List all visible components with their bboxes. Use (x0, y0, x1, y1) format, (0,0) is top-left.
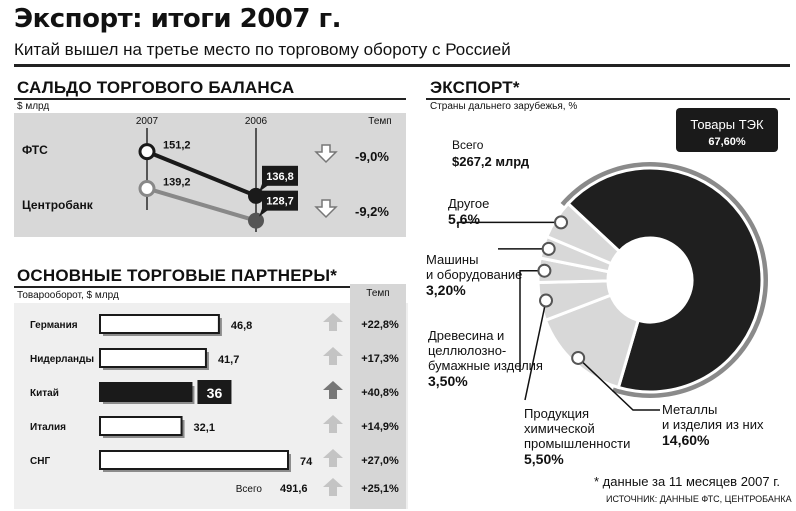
slice-value-5: 5,6% (448, 211, 480, 227)
slice-label-2-line-1: химической (524, 421, 595, 436)
export-subtitle: Страны дальнего зарубежья, % (430, 101, 578, 112)
slice-marker-2 (540, 295, 552, 307)
source-note: ИСТОЧНИК: ДАННЫЕ ФТС, ЦЕНТРОБАНКА (606, 494, 792, 504)
slice-leader-2 (525, 301, 546, 400)
partners-total-value: 491,6 (280, 483, 308, 495)
export-title: ЭКСПОРТ* (430, 78, 520, 97)
partner-value-0: 46,8 (230, 320, 253, 332)
partner-label-3: Италия (30, 422, 66, 433)
slice-label-5-line-0: Другое (448, 196, 490, 211)
slice-label-2-line-2: промышленности (524, 436, 631, 451)
partners-unit: Товарооборот, $ млрд (17, 290, 119, 301)
balance-unit: $ млрд (17, 101, 50, 112)
balance-value-2006-0: 136,8 (266, 170, 294, 183)
partner-bar-3 (100, 417, 182, 435)
balance-tempo-0: -9,0% (355, 149, 389, 164)
donut-hole (609, 239, 691, 321)
partner-tempo-2: +40,8% (361, 387, 399, 399)
balance-point-2007-0 (140, 145, 154, 159)
balance-value-2007-0: 151,2 (163, 139, 191, 152)
partner-value-2: 36 (206, 385, 223, 401)
balance-row-label-1: Центробанк (22, 198, 93, 212)
slice-marker-5 (555, 216, 567, 228)
export-total-value: $267,2 млрд (452, 154, 530, 169)
partner-value-1: 41,7 (217, 354, 240, 366)
partner-label-1: Нидерланды (30, 354, 94, 365)
balance-row-label-0: ФТС (22, 143, 48, 157)
balance-tempo-1: -9,2% (355, 204, 389, 219)
footnote: * данные за 11 месяцев 2007 г. (594, 474, 780, 489)
slice-value-2: 5,50% (524, 451, 564, 467)
balance-point-2006-1 (248, 213, 264, 229)
partner-value-3: 32,1 (193, 422, 215, 434)
slice-value-1: 14,60% (662, 432, 710, 448)
slice-label-1-line-0: Металлы (662, 402, 718, 417)
balance-title: САЛЬДО ТОРГОВОГО БАЛАНСА (17, 78, 295, 97)
partners-total-label: Всего (235, 484, 262, 495)
slice-value-3: 3,50% (428, 373, 468, 389)
balance-point-2007-1 (140, 181, 154, 195)
slice-marker-1 (572, 352, 584, 364)
slice-label-4-line-1: и оборудование (426, 267, 523, 282)
partners-tempo-header: Темп (366, 288, 390, 299)
partner-tempo-4: +27,0% (361, 455, 399, 467)
partner-tempo-3: +14,9% (361, 421, 399, 433)
balance-year-2007-label: 2007 (135, 116, 159, 127)
balance-point-2006-0 (248, 188, 264, 204)
partner-tempo-0: +22,8% (361, 319, 399, 331)
balance-panel (14, 113, 406, 237)
balance-tempo-header: Темп (368, 116, 392, 127)
partners-total-tempo: +25,1% (361, 483, 399, 495)
page-subtitle: Китай вышел на третье место по торговому обороту с Россией (14, 40, 511, 59)
slice-value-0: 67,60% (708, 136, 746, 148)
slice-marker-3 (538, 265, 550, 277)
partner-label-0: Германия (30, 320, 78, 331)
partner-value-4: 74 (300, 456, 313, 468)
partner-bar-4 (100, 451, 288, 469)
export-total-label: Всего (452, 138, 484, 152)
slice-label-3-line-1: целлюлозно- (428, 343, 507, 358)
slice-label-3-line-0: Древесина и (428, 328, 505, 343)
slice-label-0: Товары ТЭК (690, 117, 764, 132)
partner-bar-1 (100, 349, 206, 367)
partner-bar-0 (100, 315, 219, 333)
slice-marker-4 (543, 243, 555, 255)
partner-tempo-1: +17,3% (361, 353, 399, 365)
balance-value-2006-1: 128,7 (266, 195, 294, 208)
slice-label-1-line-1: и изделия из них (662, 417, 764, 432)
balance-year-2006-label: 2006 (244, 116, 268, 127)
slice-label-2-line-0: Продукция (524, 406, 590, 421)
page-title: Экспорт: итоги 2007 г. (14, 4, 341, 34)
partners-title: ОСНОВНЫЕ ТОРГОВЫЕ ПАРТНЕРЫ* (17, 266, 338, 285)
slice-label-4-line-0: Машины (426, 252, 479, 267)
partner-bar-2 (100, 383, 191, 401)
slice-value-4: 3,20% (426, 282, 466, 298)
partner-label-2: Китай (30, 388, 59, 399)
balance-value-2007-1: 139,2 (163, 176, 191, 189)
slice-label-3-line-2: бумажные изделия (428, 358, 543, 373)
partner-label-4: СНГ (30, 456, 51, 467)
